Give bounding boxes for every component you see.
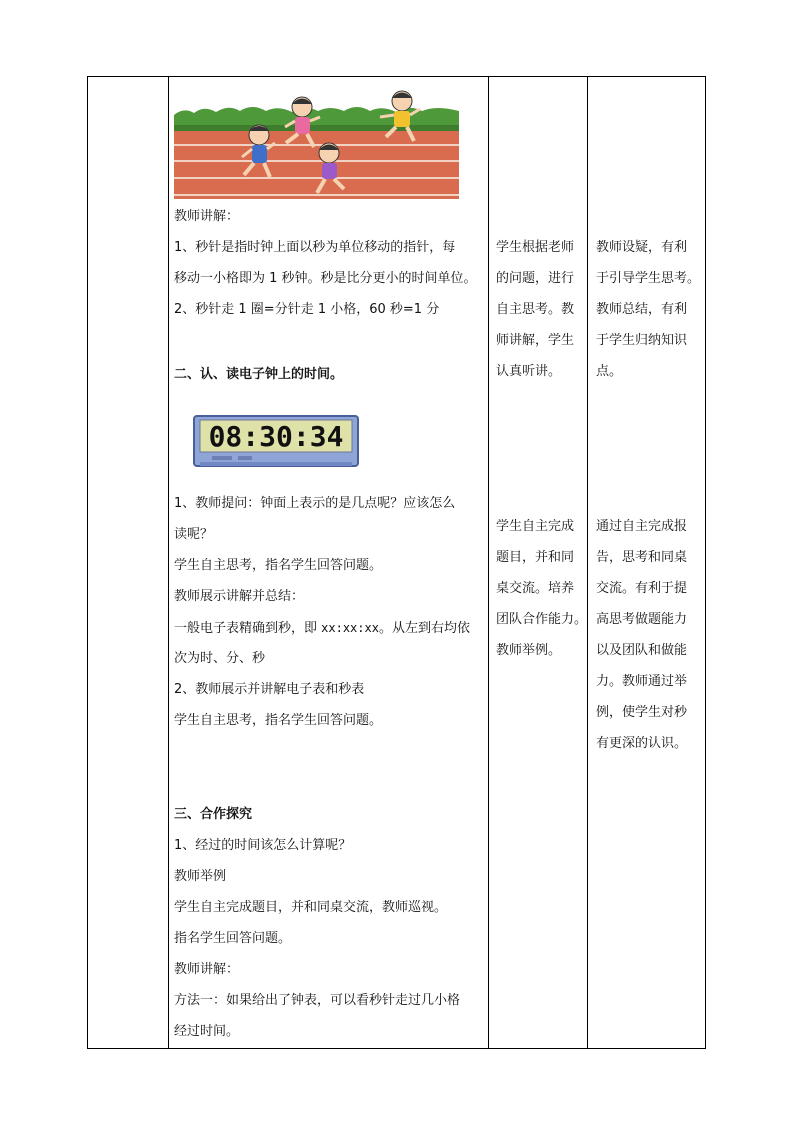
student-activity-line: 认真听讲。: [496, 364, 562, 379]
text-line: 指名学生回答问题。: [174, 931, 292, 946]
text-line: 2、秒针走 1 圈=分针走 1 小格，60 秒=1 分: [174, 302, 440, 317]
text-line: 方法一：如果给出了钟表，可以看秒针走过几小格: [174, 993, 461, 1008]
running-children-illustration: [174, 87, 459, 199]
clock-time: 08:30:34: [208, 420, 344, 453]
text-line: 次为时、分、秒: [174, 651, 266, 666]
text-line: 教师讲解：: [174, 209, 240, 224]
student-activity-line: 的问题，进行: [496, 271, 575, 286]
design-intent-line: 于学生归纳知识: [596, 333, 688, 348]
design-intent-line: 通过自主完成报: [596, 519, 688, 534]
column-divider: [168, 77, 169, 1048]
design-intent-line: 告，思考和同桌: [596, 550, 688, 565]
lesson-table: [87, 76, 706, 1049]
design-intent-line: 力。教师通过举: [596, 674, 688, 689]
text-line: [174, 620, 470, 637]
time-format: xx:xx:xx: [321, 621, 379, 635]
text-line: 教师举例: [174, 869, 227, 884]
section-heading: 三、合作探究: [174, 807, 253, 822]
design-intent-line: 例，使学生对秒: [596, 705, 688, 720]
student-activity-line: 自主思考。教: [496, 302, 575, 317]
text-line: 教师讲解：: [174, 962, 240, 977]
digital-clock-illustration: [192, 414, 360, 470]
student-activity-line: 学生自主完成: [496, 519, 575, 534]
text-line: 经过时间。: [174, 1024, 240, 1039]
section-heading: 二、认、读电子钟上的时间。: [174, 367, 344, 382]
design-intent-line: 教师总结，有利: [596, 302, 688, 317]
student-activity-line: 团队合作能力。: [496, 612, 588, 627]
student-activity-line: 题目，并和同: [496, 550, 575, 565]
design-intent-line: 有更深的认识。: [596, 736, 688, 751]
student-activity-line: 教师举例。: [496, 643, 562, 658]
student-activity-line: 桌交流。培养: [496, 581, 575, 596]
design-intent-line: 于引导学生思考。: [596, 271, 701, 286]
design-intent-line: 教师设疑，有利: [596, 240, 688, 255]
design-intent-line: 交流。有利于提: [596, 581, 688, 596]
student-activity-line: 学生根据老师: [496, 240, 575, 255]
text-line: 教师展示讲解并总结：: [174, 589, 305, 604]
design-intent-line: 高思考做题能力: [596, 612, 688, 627]
text-line: 学生自主思考，指名学生回答问题。: [174, 558, 383, 573]
column-divider: [587, 77, 588, 1048]
student-activity-line: 师讲解，学生: [496, 333, 575, 348]
text-line: 1、经过的时间该怎么计算呢？: [174, 838, 352, 853]
text-line: 1、教师提问：钟面上表示的是几点呢？应该怎么: [174, 496, 456, 511]
text-line: 移动一小格即为 1 秒钟。秒是比分更小的时间单位。: [174, 271, 477, 286]
text-line: 1、秒针是指时钟上面以秒为单位移动的指针，每: [174, 240, 456, 255]
text-segment: 。从左到右均依: [378, 621, 470, 636]
text-line: 学生自主思考，指名学生回答问题。: [174, 713, 383, 728]
design-intent-line: 点。: [596, 364, 623, 379]
text-line: 读呢？: [174, 527, 214, 542]
design-intent-line: 以及团队和做能: [596, 643, 688, 658]
text-segment: 一般电子表精确到秒，即: [174, 621, 322, 636]
column-divider: [488, 77, 489, 1048]
text-line: 2、教师展示并讲解电子表和秒表: [174, 682, 365, 697]
text-line: 学生自主完成题目，并和同桌交流，教师巡视。: [174, 900, 448, 915]
